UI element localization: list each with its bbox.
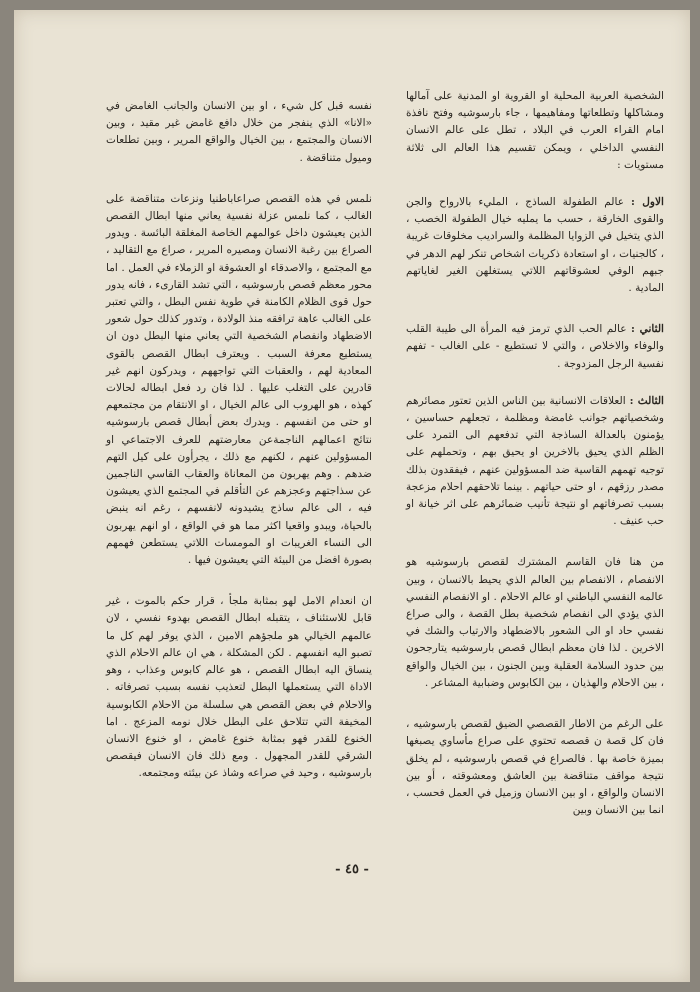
paragraph-lead: الاول : — [631, 196, 665, 209]
paragraph-text: من هنا فان القاسم المشترك لقصص بارسوشيه هو الانفصام ، الانفصام بين العالم الذي يحيط بالانسان ، وبين عالمه النفسي الباطني او عالم الاحلام . او الانفصام النفسي الذي يؤدي الى انفصام شخصية بطل القصة ، والى صراع نفسي حاد او الى الشعور بالاضطهاد والارتياب والشك في الاخرين . لذا فان معظم ابطال قصص بارسوشيه يتارجحون بين حدود السلامة العقلية وبين الجنون ، بين الخيال والواقع ، بين الاحلام والهذيان ، بين الكابوس وضبابية المشاعر . — [406, 556, 664, 689]
paragraph-lead: الثاني : — [630, 323, 664, 336]
paragraph-text: عالم الطفولة الساذج ، المليء بالارواح والجن والقوى الخارقة ، حسب ما يمليه خيال الطفولة الخصب ، الذي يتخيل في الزوايا المظلمة والسراديب مخلوقات غريبة ، كالجنيات ، او استعادة ذكريات اشخاص تنكر لهم الدهر في جبهم الوفي لعشوقاتهم اللاتي يستغلهن الغير لغاياتهم المادية . — [406, 196, 664, 295]
paragraph-text: العلاقات الانسانية بين الناس الذين تعتور مصائرهم وشخصياتهم جوانب غامضة ومظلمة ، تجعلهم حساسين ، يؤمنون بالعدالة الساذجة التي تدفعهم الى التمرد على الظلم الذي يحيق بالاخرين او يحيق بهم ، وتحملهم على توجيه تهمهم القاسية ضد المسؤولين عنهم ، فيفقدون بذلك مصدر رزقهم ، او حتى حياتهم . بينما تلاحقهم احلام مزعجة بسبب تصرفاتهم او نتيجة تأنيب ضمائرهم على اثر خيانة او حب عنيف . — [406, 394, 664, 528]
page-number: - ٤٥ - — [335, 862, 369, 877]
left-column — [106, 98, 372, 783]
paragraph-common-theme — [406, 554, 664, 692]
document-page — [14, 10, 690, 982]
paragraph-first-level — [406, 194, 664, 297]
paragraph-third-level — [406, 393, 664, 531]
paragraph-text: نلمس في هذه القصص صراعاباطنيا ونزعات متناقضة على الغالب ، كما نلمس عزلة نفسية يعاني منها ابطال القصص الذين يعيشون داخل عوالمهم الخاصة المغلقة البائسة . ويدور الصراع بين رغبة الانسان ومصيره المرير ، صراع مع التقاليد ، مع المجتمع ، والاصدقاء او العشوقة او الزملاء في العمل . اما محور معظم قصص بارسوشيه ، التي تشد القارىء ، فانه يدور حول قوى الظلام الكامنة في طوية نفس البطل ، والتي تعتبر على الغالب عاهة ترافقه منذ الولادة ، وتدور كذلك حول شعور الاضطهاد وانفصام الشخصية التي يعاني منها البطل دون ان يستطيع معرفة السبب . ويعترف ابطال القصص بالقوى المعادية لهم ، والعقبات التي تواجههم ، ويدركون انهم غير قادرين على التغلب عليها . لذا فان رد فعل ابطاله لحالات كهذه ، هو الهروب الى عالم الخيال ، او الانتقام من مجتمعهم او حتى من انفسهم . ويدرك بعض أبطال قصص بارسوشيه نتائج اعمالهم الناجمةعن معارضتهم للعرف الاجتماعي او المسؤولين عنهم ، لكنهم مع ذلك ، يجرأون على كيل التهم ضدهم . وهم يهربون من المعاناة والعقاب القاسي الناجمين عن سذاجتهم وعجزهم عن التأقلم في المجتمع الذي يعيشون فيه ، الى عالم ساذج يشيدونه لانفسهم ، رغم انه ينبض بالحياة، ويبدو واقعيا اكثر مما هو في الواقع ، او انهم يهربون الى النساء الغريبات او المومسات اللاتي يستطعن فهمهم بصورة افضل من البيئة التي يعيشون فيها . — [106, 192, 372, 567]
paragraph-hopelessness — [106, 593, 372, 782]
paragraph-intro — [406, 88, 664, 174]
paragraph-inner-struggle — [106, 191, 372, 569]
right-column — [406, 88, 664, 819]
paragraph-text: نفسه قبل كل شيء ، او بين الانسان والجانب الغامض في «الانا» الذي ينفجر من خلال دافع غامض غير مقيد ، وبين الانسان والمجتمع ، بين الخيال والواقع المرير ، وبين تطلعات وميول متناقضة . — [106, 100, 372, 164]
paragraph-conflict — [406, 716, 664, 819]
paragraph-text: على الرغم من الاطار القصصي الضيق لقصص بارسوشيه ، فان كل قصة ن قصصه تحتوي على صراع مأساوي يصبغها بميزة خاصة بها . فالصراع في قصص بارسوشيه ، لم يخلق نتيجة مواقف متناقضة بين العاشق ومعشوقته ، أو بين الانسان والواقع ، او بين الانسان وزميل في العمل فحسب ، انما بين الانسان وبين — [406, 718, 664, 817]
paragraph-continuation — [106, 98, 372, 167]
paragraph-second-level — [406, 321, 664, 373]
paragraph-lead: الثالث : — [629, 394, 664, 407]
paragraph-text: عالم الحب الذي ترمز فيه المرأة الى طيبة القلب والوفاء والاخلاص ، والتي لا تستطيع - على الغالب - تفهم نفسية الرجل المزدوجة . — [406, 323, 664, 370]
paragraph-text: ان انعدام الامل لهو بمثابة ملجأ ، قرار حكم بالموت ، غير قابل للاستئناف ، يتقبله ابطال القصص بهدوء نفسي ، لان عالمهم الخيالي هو ملجؤهم الامين ، الذي يوفر لهم كل ما تصبو اليه انفسهم . لكن المشكلة ، هي ان عالم الاحلام الذي ينساق اليه ابطال القصص ، هو عالم كابوس وعذاب ، وهو الاداة التي يستعملها البطل لتعذيب نفسه بسبب تصرفاته . والاحلام في بعض القصص هي سلسلة من الاحلام الكابوسية المخيفة التي تتلاحق على البطل خلال نومه المزعج . اما الخنوع للقدر فهو بمثابة خنوع غامض ، او خنوع الانسان الشرقي للقدر المجهول . ومع ذلك فان الانسان فيقصص بارسوشيه ، وحيد في صراعه وشاذ عن بيئته ومجتمعه. — [106, 595, 372, 780]
paragraph-text: الشخصية العربية المحلية او القروية او المدنية على آمالها ومشاكلها وتطلعاتها ومفاهيمها ، جاء بارسوشيه وفتح نافذة امام القراء العرب في البلاد ، تطل على عالم الانسان النفسي الداخلي ، ويمكن تقسيم هذا العالم الى ثلاثة مستويات : — [406, 90, 664, 171]
